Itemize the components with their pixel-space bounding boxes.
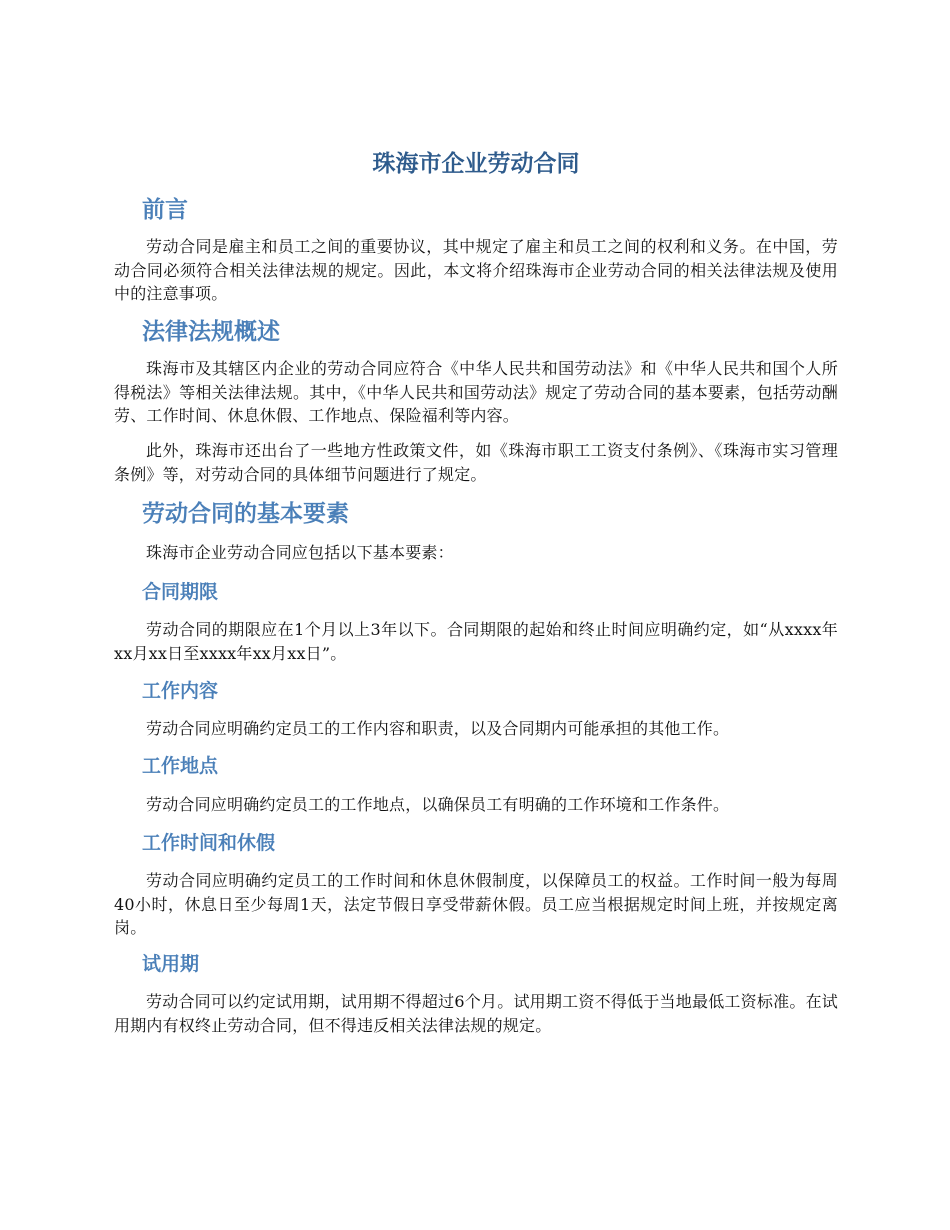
paragraph-work-location: 劳动合同应明确约定员工的工作地点，以确保员工有明确的工作环境和工作条件。 — [146, 795, 730, 814]
heading-contract-term: 合同期限 — [142, 581, 219, 603]
document-title: 珠海市企业劳动合同 — [372, 151, 580, 177]
heading-basic-elements: 劳动合同的基本要素 — [142, 501, 349, 527]
paragraph-preface: 劳动合同是雇主和员工之间的重要协议，其中规定了雇主和员工之间的权利和义务。在中国，劳动合同必须符合相关法律法规的规定。因此，本文将介绍珠海市企业劳动合同的相关法律法规及使用中的注意事项。 — [114, 237, 838, 303]
paragraph-laws-1: 珠海市及其辖区内企业的劳动合同应符合《中华人民共和国劳动法》和《中华人民共和国个人所得税法》等相关法律法规。其中，《中华人民共和国劳动法》规定了劳动合同的基本要素，包括劳动酬劳、工作时间、休息休假、工作地点、保险福利等内容。 — [114, 359, 838, 425]
heading-laws-overview: 法律法规概述 — [142, 319, 280, 345]
heading-work-hours: 工作时间和休假 — [142, 832, 276, 854]
paragraph-probation: 劳动合同可以约定试用期，试用期不得超过6个月。试用期工资不得低于当地最低工资标准。在试用期内有权终止劳动合同，但不得违反相关法律法规的规定。 — [114, 992, 838, 1035]
heading-work-content: 工作内容 — [142, 680, 219, 702]
paragraph-elements-intro: 珠海市企业劳动合同应包括以下基本要素： — [146, 543, 454, 562]
paragraph-work-content: 劳动合同应明确约定员工的工作内容和职责，以及合同期内可能承担的其他工作。 — [146, 719, 730, 738]
heading-work-location: 工作地点 — [142, 755, 219, 777]
paragraph-work-hours: 劳动合同应明确约定员工的工作时间和休息休假制度，以保障员工的权益。工作时间一般为每周40小时，休息日至少每周1天，法定节假日享受带薪休假。员工应当根据规定时间上班，并按规定离岗。 — [114, 871, 838, 937]
heading-preface: 前言 — [142, 197, 188, 223]
paragraph-contract-term: 劳动合同的期限应在1个月以上3年以下。合同期限的起始和终止时间应明确约定，如“从xxxx年xx月xx日至xxxx年xx月xx日”。 — [114, 620, 838, 663]
heading-probation: 试用期 — [142, 953, 200, 975]
paragraph-laws-2: 此外，珠海市还出台了一些地方性政策文件，如《珠海市职工工资支付条例》、《珠海市实习管理条例》等，对劳动合同的具体细节问题进行了规定。 — [114, 441, 838, 484]
